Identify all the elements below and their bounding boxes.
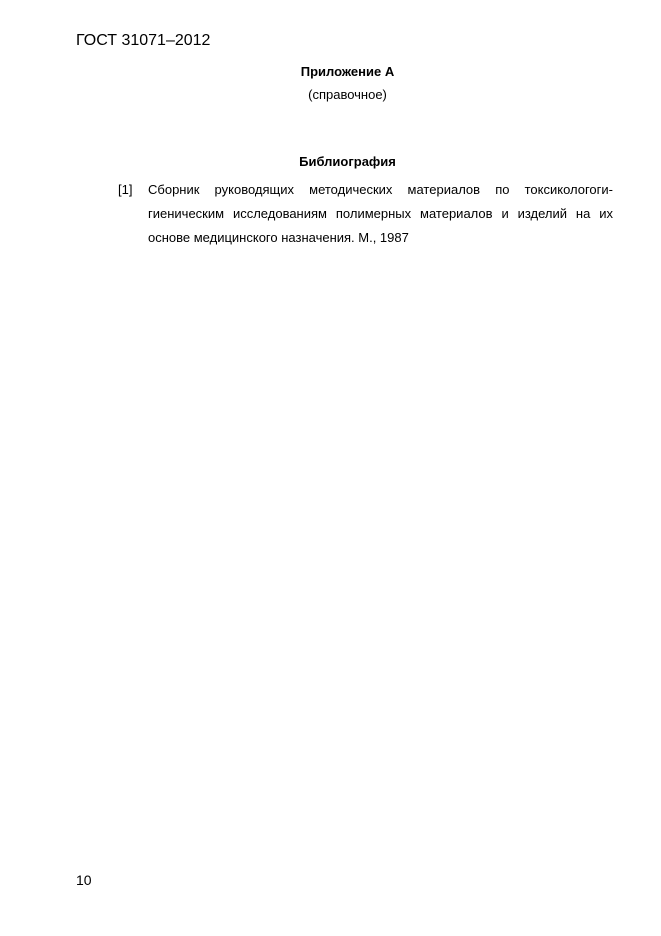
bibliography-heading: Библиография — [299, 154, 396, 169]
document-header-code: ГОСТ 31071–2012 — [76, 32, 211, 49]
reference-number: [1] — [118, 182, 133, 197]
reference-text: Сборник руководящих методических материалов по токсикологоги-гиеническим исследованиям полимерных материалов и изделий на их основе медицинского назначения. М., 1987 — [148, 182, 613, 245]
page-number: 10 — [76, 872, 92, 888]
bibliography-entry — [118, 178, 613, 250]
annex-title: Приложение А — [300, 64, 395, 79]
annex-subtitle: (справочное) — [308, 87, 387, 102]
